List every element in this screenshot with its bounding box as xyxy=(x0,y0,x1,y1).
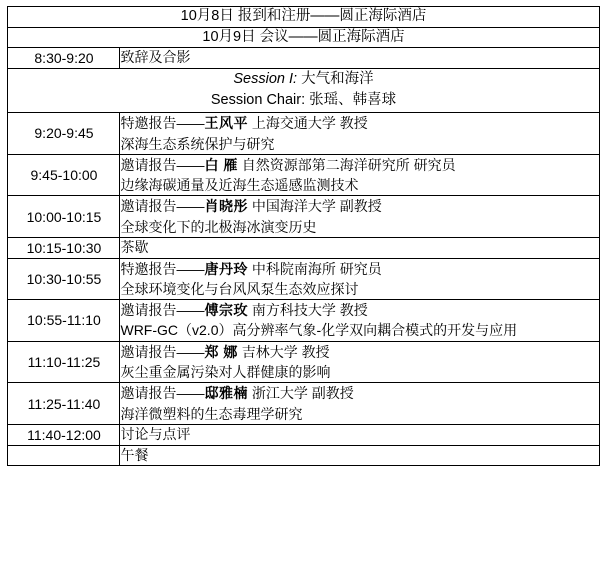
talk-affiliation: 自然资源部第二海洋研究所 研究员 xyxy=(237,156,456,173)
talk-title: 全球变化下的北极海冰演变历史 xyxy=(120,218,317,235)
row-content: 午餐 xyxy=(120,445,599,466)
row-content xyxy=(120,341,599,383)
row-content xyxy=(120,113,599,155)
session-title xyxy=(8,69,598,91)
talk-speaker-line xyxy=(120,342,598,362)
table-row xyxy=(8,445,599,466)
row-content: 讨论与点评 xyxy=(120,424,599,445)
talk-speaker-line xyxy=(120,113,598,133)
row-time: 10:00-10:15 xyxy=(8,196,120,238)
table-row-header-day2 xyxy=(8,27,599,48)
talk-prefix: 邀请报告—— xyxy=(120,385,205,402)
row-time: 9:45-10:00 xyxy=(8,154,120,196)
row-content xyxy=(120,154,599,196)
row-time: 10:30-10:55 xyxy=(8,258,120,300)
talk-speaker: 白 雁 xyxy=(204,156,238,173)
talk-affiliation: 中科院南海所 研究员 xyxy=(247,260,382,277)
talk-prefix: 邀请报告—— xyxy=(120,156,205,173)
talk-affiliation: 上海交通大学 教授 xyxy=(247,115,368,132)
talk-affiliation: 吉林大学 教授 xyxy=(237,343,330,360)
table-row xyxy=(8,48,599,69)
talk-speaker: 王风平 xyxy=(204,115,248,132)
talk-affiliation: 中国海洋大学 副教授 xyxy=(247,198,382,215)
row-content xyxy=(120,196,599,238)
talk-speaker: 傅宗玫 xyxy=(204,302,248,319)
row-time: 11:10-11:25 xyxy=(8,341,120,383)
talk-title: 深海生态系统保护与研究 xyxy=(120,135,275,152)
talk-title: WRF-GC（v2.0）高分辨率气象-化学双向耦合模式的开发与应用 xyxy=(120,322,518,339)
conference-schedule-table xyxy=(7,6,599,466)
row-time xyxy=(8,445,120,466)
table-row xyxy=(8,424,599,445)
row-time: 9:20-9:45 xyxy=(8,113,120,155)
talk-title: 海洋微塑料的生态毒理学研究 xyxy=(120,405,303,422)
table-row xyxy=(8,154,599,196)
row-time: 10:55-11:10 xyxy=(8,300,120,342)
table-row xyxy=(8,258,599,300)
talk-title: 边缘海碳通量及近海生态遥感监测技术 xyxy=(120,177,359,194)
table-row xyxy=(8,383,599,425)
row-content xyxy=(120,258,599,300)
session-title-cn: 大气和海洋 xyxy=(297,70,374,87)
talk-speaker-line xyxy=(120,300,598,320)
row-content: 茶歇 xyxy=(120,238,599,259)
talk-affiliation: 南方科技大学 教授 xyxy=(247,302,368,319)
table-row xyxy=(8,300,599,342)
row-time: 10:15-10:30 xyxy=(8,238,120,259)
table-row xyxy=(8,238,599,259)
talk-prefix: 特邀报告—— xyxy=(120,115,205,132)
talk-speaker: 肖晓彤 xyxy=(204,198,248,215)
session-heading-cell xyxy=(8,68,599,113)
talk-speaker-line xyxy=(120,155,598,175)
day1-header-cell: 10月8日 报到和注册——圆正海际酒店 xyxy=(8,7,599,28)
row-time: 11:40-12:00 xyxy=(8,424,120,445)
talk-prefix: 邀请报告—— xyxy=(120,343,205,360)
talk-title: 灰尘重金属污染对人群健康的影响 xyxy=(120,364,331,381)
talk-speaker: 唐丹玲 xyxy=(204,260,248,277)
table-row xyxy=(8,341,599,383)
talk-prefix: 特邀报告—— xyxy=(120,260,205,277)
row-content xyxy=(120,300,599,342)
session-chair: Session Chair: 张瑶、韩喜球 xyxy=(210,92,397,109)
talk-speaker: 郑 娜 xyxy=(204,343,238,360)
talk-speaker: 邸雅楠 xyxy=(204,385,248,402)
session-title-en: Session I: xyxy=(233,70,298,87)
day2-header-cell: 10月9日 会议——圆正海际酒店 xyxy=(8,27,599,48)
row-time: 11:25-11:40 xyxy=(8,383,120,425)
talk-speaker-line xyxy=(120,259,598,279)
talk-affiliation: 浙江大学 副教授 xyxy=(247,385,354,402)
talk-speaker-line xyxy=(120,196,598,216)
talk-title: 全球环境变化与台风风泵生态效应探讨 xyxy=(120,280,359,297)
row-content: 致辞及合影 xyxy=(120,48,599,69)
table-row-session-heading xyxy=(8,68,599,113)
table-row xyxy=(8,113,599,155)
table-row xyxy=(8,196,599,238)
row-content xyxy=(120,383,599,425)
row-time: 8:30-9:20 xyxy=(8,48,120,69)
table-row-header-day1 xyxy=(8,7,599,28)
talk-prefix: 邀请报告—— xyxy=(120,302,205,319)
talk-speaker-line xyxy=(120,383,598,403)
talk-prefix: 邀请报告—— xyxy=(120,198,205,215)
